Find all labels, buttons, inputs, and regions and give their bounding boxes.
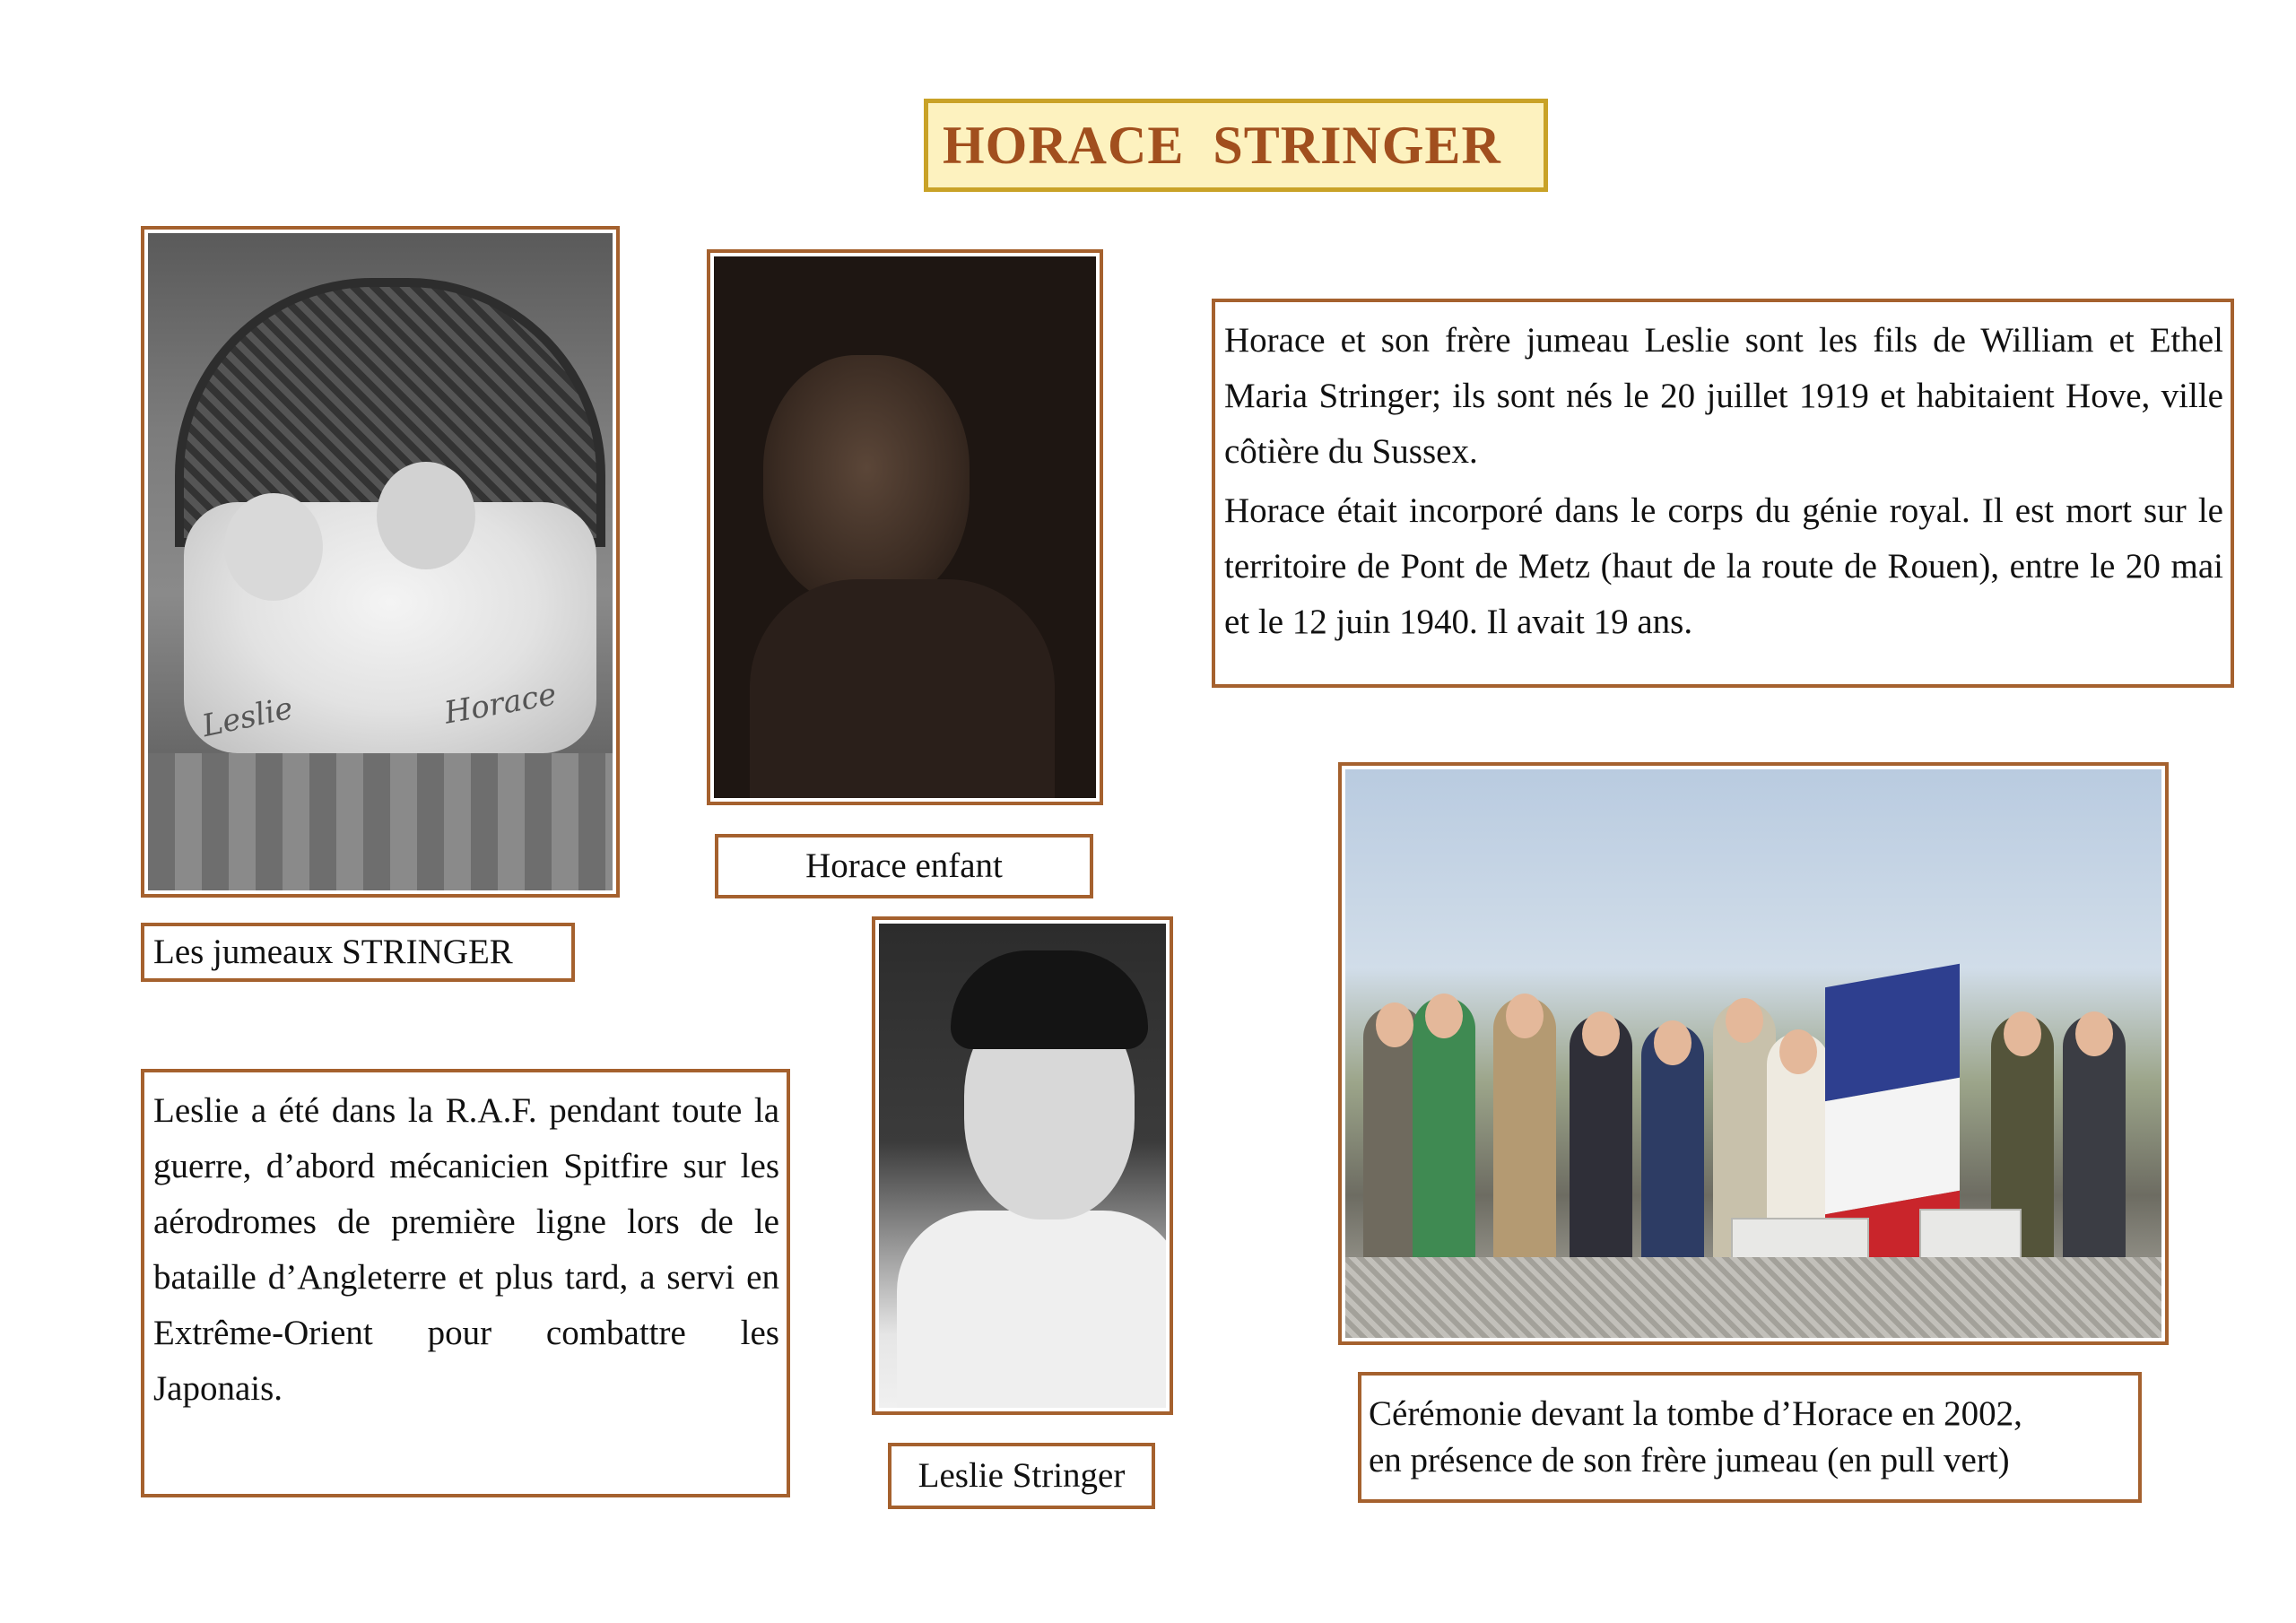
head — [2075, 1011, 2113, 1056]
child-photo-frame — [707, 249, 1103, 805]
twins-caption: Les jumeaux STRINGER — [141, 923, 575, 982]
child-body — [750, 579, 1055, 798]
ceremony-caption-line-2: en présence de son frère jumeau (en pull vert) — [1369, 1441, 2010, 1480]
leslie-photo-frame — [872, 916, 1173, 1415]
head — [1654, 1020, 1692, 1065]
head — [1779, 1029, 1817, 1074]
signature-leslie: Leslie — [198, 690, 297, 745]
twins-photo-frame — [141, 226, 620, 898]
head — [1425, 994, 1463, 1038]
attendee-green-sweater — [1413, 997, 1475, 1302]
head — [1506, 994, 1544, 1038]
leslie-textbox — [141, 1069, 790, 1497]
bio-paragraph-1: Horace et son frère jumeau Leslie sont les fils de William et Ethel Maria Stringer; ils sont nés le 20 juillet 1919 et habitaient Hove, ville côtière du Sussex. — [1224, 321, 2223, 471]
gravel-ground — [1345, 1257, 2161, 1338]
attendee — [1493, 997, 1556, 1302]
ceremony-photo-frame — [1338, 762, 2169, 1345]
child-face — [763, 355, 970, 606]
head — [1376, 1002, 1413, 1047]
bio-textbox — [1212, 299, 2234, 688]
head — [1582, 1011, 1620, 1056]
child-photo — [714, 256, 1096, 798]
ceremony-photo — [1345, 769, 2161, 1338]
head — [2004, 1011, 2041, 1056]
baby-left — [224, 493, 323, 601]
leslie-caption: Leslie Stringer — [888, 1443, 1155, 1509]
twins-photo — [148, 233, 613, 890]
signature-horace: Horace — [441, 676, 560, 732]
bio-paragraph-2: Horace était incorporé dans le corps du génie royal. Il est mort sur le territoire de Pont de Metz (haut de la route de Rouen), entre le 20 mai et le 12 juin 1940. Il avait 19 ans. — [1224, 491, 2223, 641]
child-caption: Horace enfant — [715, 834, 1093, 898]
ceremony-caption — [1358, 1372, 2142, 1503]
ceremony-caption-line-1: Cérémonie devant la tombe d’Horace en 2002, — [1369, 1394, 2022, 1433]
head — [1726, 998, 1763, 1043]
page-title: HORACE STRINGER — [924, 99, 1548, 192]
leslie-shirt — [897, 1211, 1166, 1408]
leslie-photo — [879, 924, 1166, 1408]
chair-cushion — [148, 753, 613, 890]
leslie-paragraph: Leslie a été dans la R.A.F. pendant toute la guerre, d’abord mécanicien Spitfire sur les aérodromes de première ligne lors de le bataille d’Angleterre et plus tard, a servi en Extrême-Orient pour combattre les Japonais. — [153, 1091, 779, 1408]
baby-right — [377, 462, 475, 569]
leslie-hair — [951, 950, 1148, 1049]
